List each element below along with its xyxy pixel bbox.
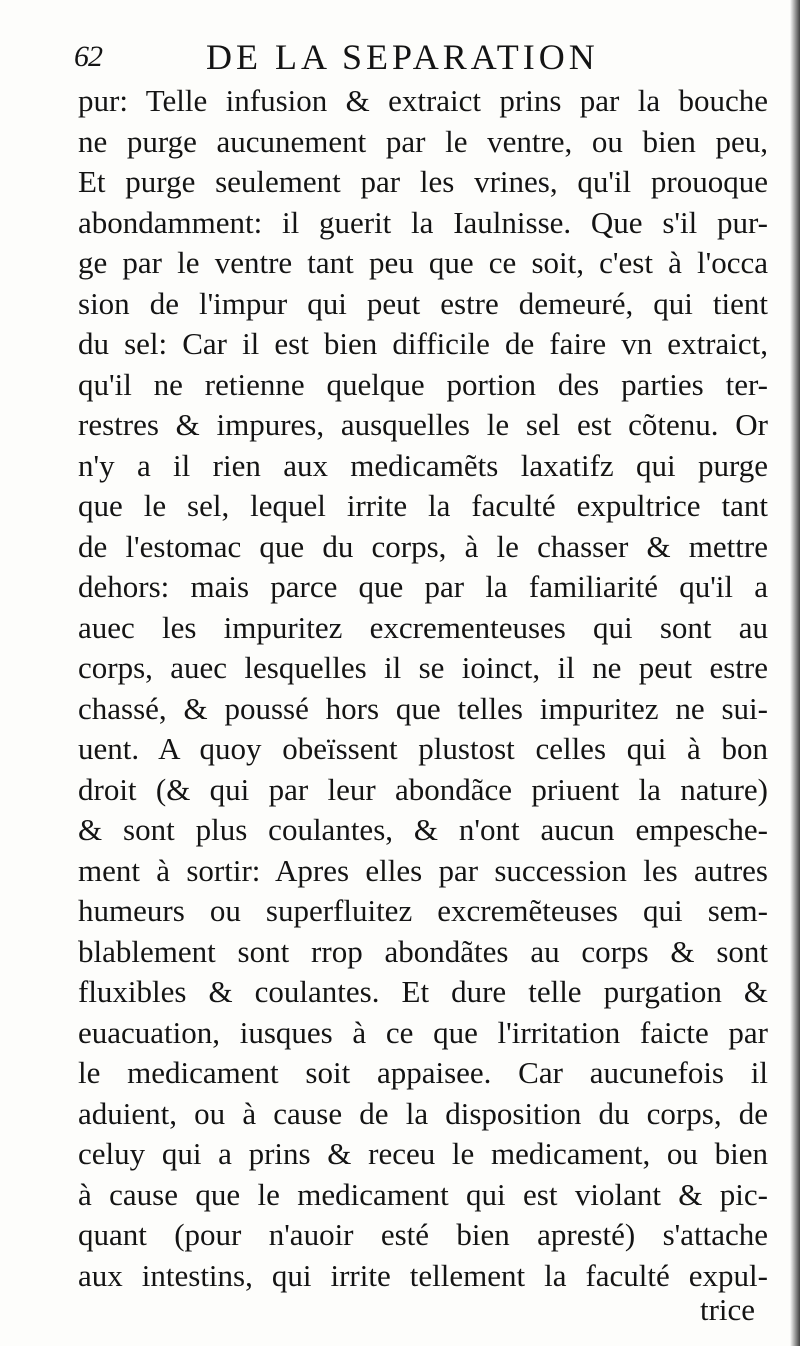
text-line: qu'il ne retienne quelque portion des parties ter- bbox=[78, 366, 768, 402]
text-line: fluxibles & coulantes. Et dure telle purgation & bbox=[78, 974, 768, 1009]
text-line: ge par le ventre tant peu que ce soit, c'est à l'occa bbox=[78, 245, 768, 280]
text-line: n'y a il rien aux medicamẽts laxatifz qui purge bbox=[78, 447, 768, 483]
text-line: que le sel, lequel irrite la faculté expultrice tant bbox=[78, 488, 768, 523]
text-line: uent. A quoy obeïssent plustost celles qui à bon bbox=[78, 731, 768, 766]
text-line: à cause que le medicament qui est violant & pic- bbox=[78, 1176, 768, 1212]
text-line: euacuation, iusques à ce que l'irritation faicte par bbox=[78, 1014, 768, 1050]
text-line: aux intestins, qui irrite tellement la faculté expul- bbox=[78, 1257, 768, 1293]
text-line: abondamment: il guerit la Iaulnisse. Que s'il pur- bbox=[78, 204, 768, 240]
running-title: DE LA SEPARATION bbox=[206, 37, 599, 77]
text-line: ment à sortir: Apres elles par succession les autres bbox=[78, 852, 768, 888]
text-line: auec les impuritez excrementeuses qui sont au bbox=[78, 609, 768, 645]
text-line: restres & impures, ausquelles le sel est cõtenu. Or bbox=[78, 407, 768, 442]
running-head bbox=[74, 36, 774, 84]
text-line: pur: Telle infusion & extraict prins par la bouche bbox=[78, 83, 768, 118]
text-line: celuy qui a prins & receu le medicament, ou bien bbox=[78, 1136, 768, 1171]
text-line: aduient, ou à cause de la disposition du corps, de bbox=[78, 1095, 768, 1131]
text-line: dehors: mais parce que par la familiarité qu'il a bbox=[78, 569, 768, 604]
text-line: corps, auec lesquelles il se ioinct, il ne peut estre bbox=[78, 650, 768, 685]
text-line: blablement sont rrop abondãtes au corps & sont bbox=[78, 933, 768, 969]
text-line: droit (& qui par leur abondãce priuent la nature) bbox=[78, 771, 768, 807]
text-line: sion de l'impur qui peut estre demeuré, qui tient bbox=[78, 285, 768, 321]
text-line: du sel: Car il est bien difficile de faire vn extraict, bbox=[78, 326, 768, 361]
text-line: & sont plus coulantes, & n'ont aucun empesche- bbox=[78, 812, 768, 847]
page-edge-shadow bbox=[790, 0, 800, 1346]
text-line: de l'estomac que du corps, à le chasser & mettre bbox=[78, 528, 768, 564]
text-line: humeurs ou superfluitez excremẽteuses qui sem- bbox=[78, 893, 768, 928]
page-number: 62 bbox=[74, 40, 102, 73]
text-line: le medicament soit appaisee. Car aucunefois il bbox=[78, 1055, 768, 1090]
text-line: chassé, & poussé hors que telles impuritez ne sui- bbox=[78, 690, 768, 726]
text-line: quant (pour n'auoir esté bien apresté) s'attache bbox=[78, 1217, 768, 1252]
text-line: Et purge seulement par les vrines, qu'il prouoque bbox=[78, 164, 768, 199]
catchword: trice bbox=[700, 1292, 756, 1327]
text-line: ne purge aucunement par le ventre, ou bien peu, bbox=[78, 123, 768, 159]
